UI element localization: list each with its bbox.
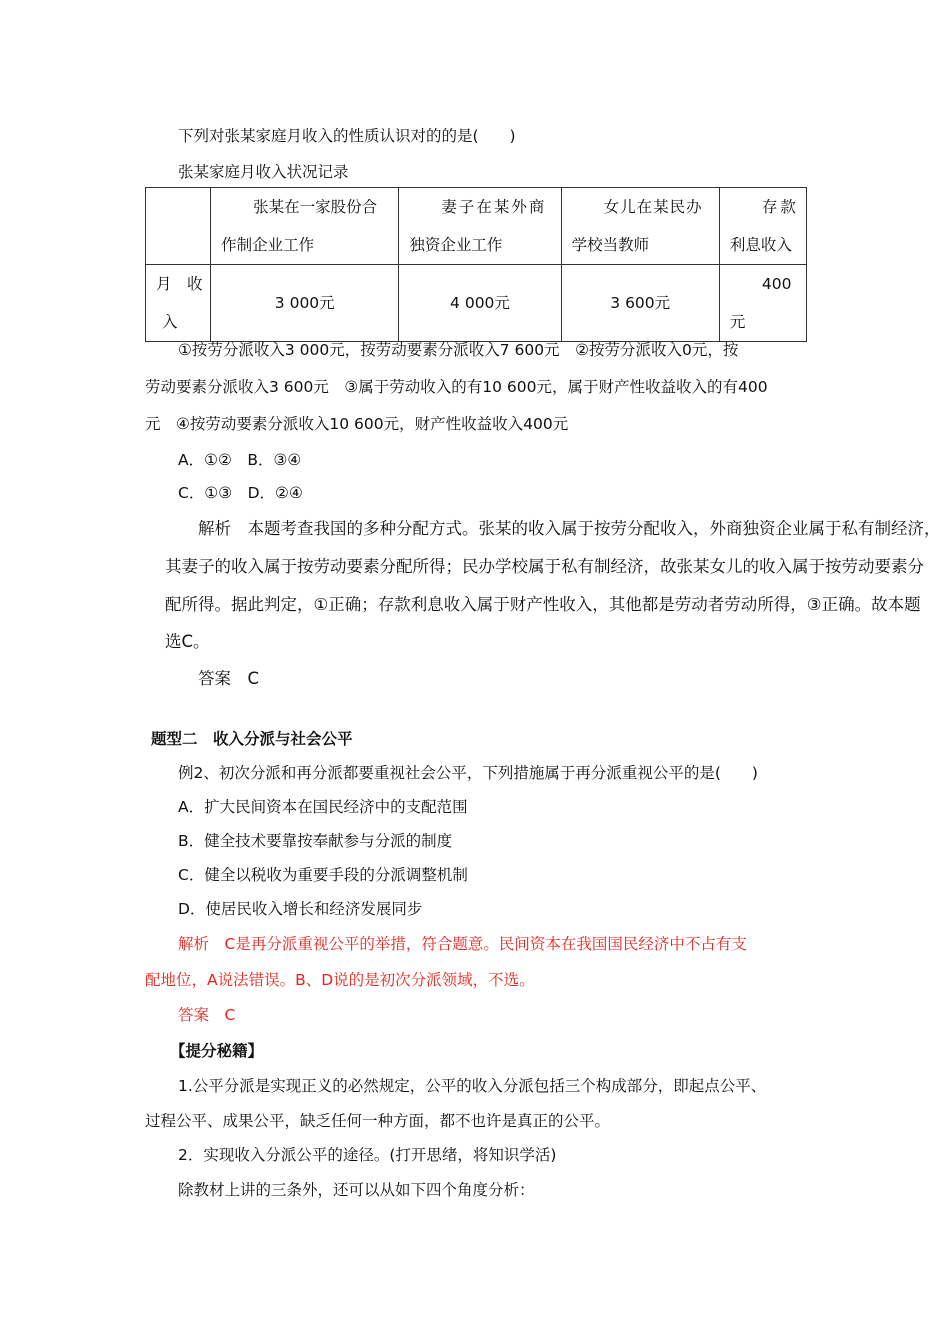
answer: 答案 C [178, 1006, 236, 1024]
analysis-line: 配所得。据此判定，①正确；存款利息收入属于财产性收入，其他都是劳动者劳动所得，③正确。故本题 [165, 595, 921, 614]
table-header-row [146, 188, 807, 265]
tips-line: 过程公平、成果公平，缺乏任何一种方面，都不也许是真正的公平。 [145, 1112, 611, 1130]
tips-line: 1.公平分派是实现正义的必然规定，公平的收入分派包括三个构成部分，即起点公平、 [178, 1077, 767, 1095]
tips-line: 除教材上讲的三条外，还可以从如下四个角度分析： [178, 1181, 535, 1199]
choice-line: D．使居民收入增长和经济发展同步 [178, 900, 423, 918]
table-header-cell: 存款 利息收入 [719, 188, 806, 265]
question-stem: 下列对张某家庭月收入的性质认识对的的是( ) [178, 127, 516, 145]
analysis-line: 解析 C是再分派重视公平的举措，符合题意。民间资本在我国国民经济中不占有支 [178, 935, 747, 953]
table-header-cell: 妻子在某外商 独资企业工作 [399, 188, 561, 265]
analysis-line: 其妻子的收入属于按劳动要素分配所得；民办学校属于私有制经济，故张某女儿的收入属于按劳动要素分 [165, 557, 924, 576]
table-caption: 张某家庭月收入状况记录 [178, 163, 349, 181]
table-header-cell [146, 188, 211, 265]
table-cell: 400 元 [719, 265, 806, 342]
analysis-line: 配地位，A说法错误。B、D说的是初次分派领域，不选。 [145, 971, 535, 989]
option-line: ①按劳分派收入3 000元，按劳动要素分派收入7 600元 ②按劳分派收入0元，按 [178, 341, 739, 359]
choice-line: C．①③ D．②④ [178, 484, 303, 502]
answer: 答案 C [198, 669, 260, 688]
choice-line: C．健全以税收为重要手段的分派调整机制 [178, 866, 468, 884]
income-table [145, 187, 807, 342]
analysis-line: 解析 本题考查我国的多种分配方式。张某的收入属于按劳分配收入，外商独资企业属于私有制经济， [198, 519, 941, 538]
choice-line: A．扩大民间资本在国民经济中的支配范围 [178, 798, 468, 816]
choice-line: B．健全技术要靠按奉献参与分派的制度 [178, 832, 453, 850]
table-cell: 3 600元 [561, 265, 719, 342]
question-stem: 例2、初次分派和再分派都要重视社会公平，下列措施属于再分派重视公平的是( ) [178, 764, 758, 782]
analysis-line: 选C。 [165, 632, 210, 651]
table-cell: 3 000元 [211, 265, 399, 342]
tips-heading: 【提分秘籍】 [170, 1042, 264, 1060]
table-row [146, 265, 807, 342]
section-heading: 题型二 收入分派与社会公平 [151, 730, 353, 748]
table-cell: 4 000元 [399, 265, 561, 342]
choice-line: A．①② B．③④ [178, 451, 302, 469]
table-row-label: 月 收 入 [146, 265, 211, 342]
table-header-cell: 女儿在某民办 学校当教师 [561, 188, 719, 265]
table-header-cell: 张某在一家股份合 作制企业工作 [211, 188, 399, 265]
tips-line: 2．实现收入分派公平的途径。(打开思绪，将知识学活) [178, 1146, 557, 1164]
option-line: 元 ④按劳动要素分派收入10 600元，财产性收益收入400元 [145, 415, 569, 433]
option-line: 劳动要素分派收入3 600元 ③属于劳动收入的有10 600元，属于财产性收益收入的有400 [145, 378, 768, 396]
